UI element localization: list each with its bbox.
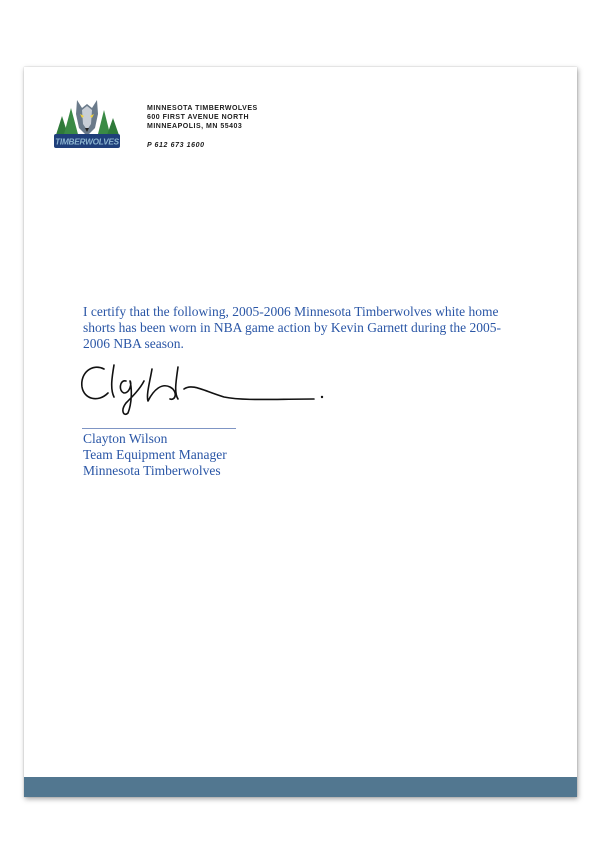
timberwolves-logo-icon <box>51 94 123 154</box>
phone-number: P 612 673 1600 <box>147 142 205 149</box>
logo-wordmark: TIMBERWOLVES <box>55 137 119 147</box>
address-line-street: 600 FIRST AVENUE NORTH <box>147 114 250 121</box>
signature-block <box>83 431 227 479</box>
letterhead-address <box>147 104 258 150</box>
signer-name: Clayton Wilson <box>83 431 168 446</box>
signer-title: Team Equipment Manager <box>83 447 227 462</box>
letter-page <box>24 67 577 797</box>
address-line-org: MINNESOTA TIMBERWOLVES <box>147 105 258 112</box>
statement-line-2: shorts has been worn in NBA game action by Kevin Garnett during the 2005- <box>83 320 502 335</box>
footer-bar <box>24 777 577 797</box>
certification-statement <box>83 304 553 352</box>
statement-line-3: 2006 NBA season. <box>83 336 184 351</box>
signer-organization: Minnesota Timberwolves <box>83 463 221 478</box>
address-line-city: MINNEAPOLIS, MN 55403 <box>147 123 243 130</box>
signature-line <box>82 428 236 429</box>
handwritten-signature-icon <box>74 359 334 417</box>
statement-line-1: I certify that the following, 2005-2006 Minnesota Timberwolves white home <box>83 304 499 319</box>
